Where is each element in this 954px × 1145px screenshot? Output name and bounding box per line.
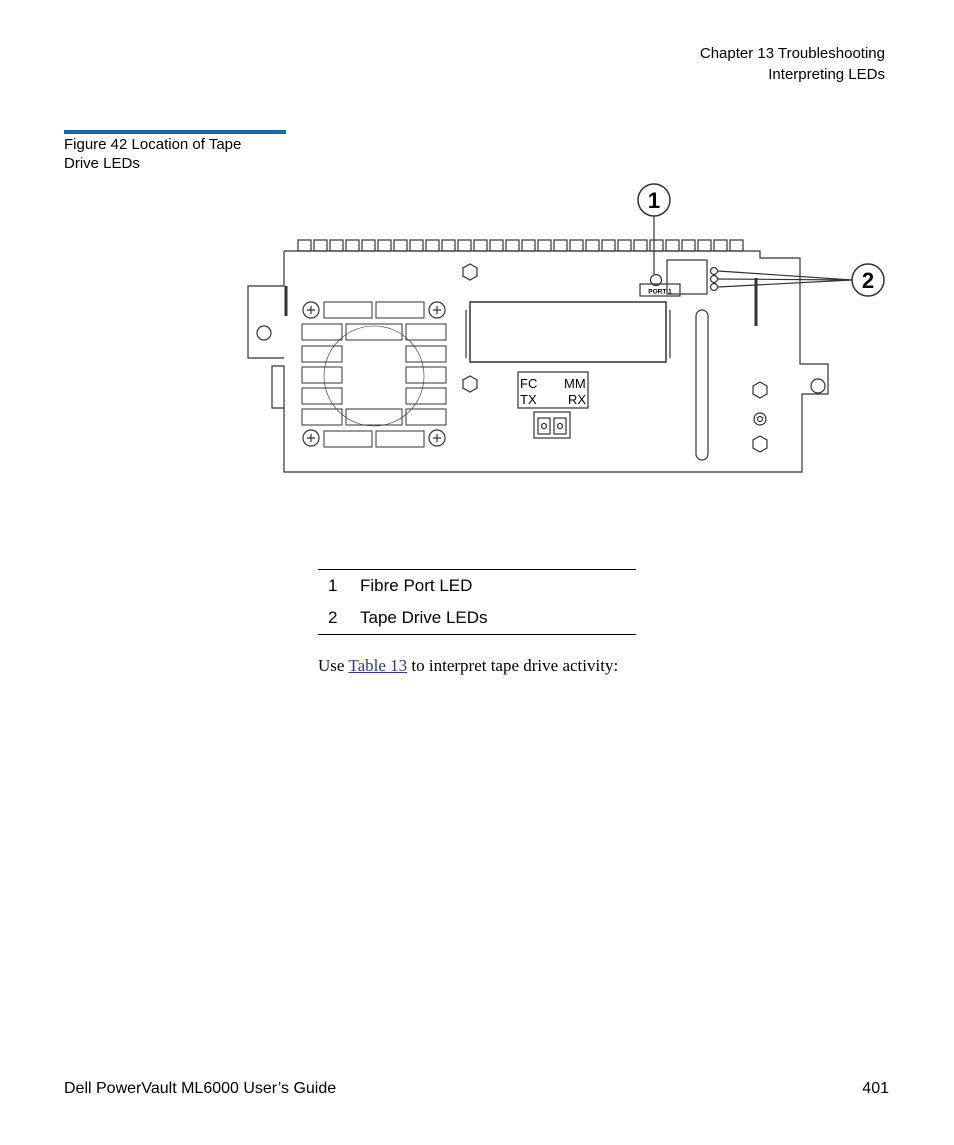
callout-1-number: 1 — [647, 188, 661, 213]
body-paragraph — [318, 656, 618, 676]
figure-caption: Figure 42 Location of Tape Drive LEDs — [64, 136, 242, 172]
legend-label: Tape Drive LEDs — [360, 608, 488, 627]
body-suffix: to interpret tape drive activity: — [407, 656, 619, 675]
top-comb — [298, 240, 743, 251]
mm-label: MM — [564, 376, 586, 391]
fc-label: FC — [520, 376, 538, 391]
tape-drive-leds — [711, 268, 718, 291]
header-chapter: Chapter 13 Troubleshooting — [699, 45, 885, 62]
vertical-slot — [696, 310, 708, 460]
legend-number: 1 — [328, 576, 338, 595]
legend-label: Fibre Port LED — [360, 576, 473, 595]
footer-title: Dell PowerVault ML6000 User’s Guide — [64, 1080, 337, 1097]
legend-row — [318, 570, 636, 602]
left-mount-hole — [257, 326, 271, 340]
tx-label: TX — [520, 392, 537, 407]
figure-legend — [318, 569, 636, 635]
table-13-link[interactable]: Table 13 — [348, 656, 408, 675]
header-section: Interpreting LEDs — [768, 66, 885, 83]
led-block — [667, 260, 707, 294]
port-label: PORT 1 — [648, 288, 672, 296]
figure-rule — [64, 130, 286, 134]
callout-2-leaders — [718, 271, 852, 287]
tape-drive-illustration — [240, 176, 900, 486]
fan-grille — [302, 302, 446, 447]
tape-slot — [470, 302, 666, 362]
hex-nuts — [463, 264, 767, 452]
page-number: 401 — [862, 1080, 889, 1097]
body-prefix: Use — [318, 656, 349, 675]
rx-label: RX — [568, 392, 587, 407]
running-header — [700, 43, 885, 85]
legend-row — [318, 602, 636, 634]
callout-2-number: 2 — [861, 268, 875, 293]
right-mount-hole — [811, 379, 825, 393]
legend-number: 2 — [328, 608, 338, 627]
